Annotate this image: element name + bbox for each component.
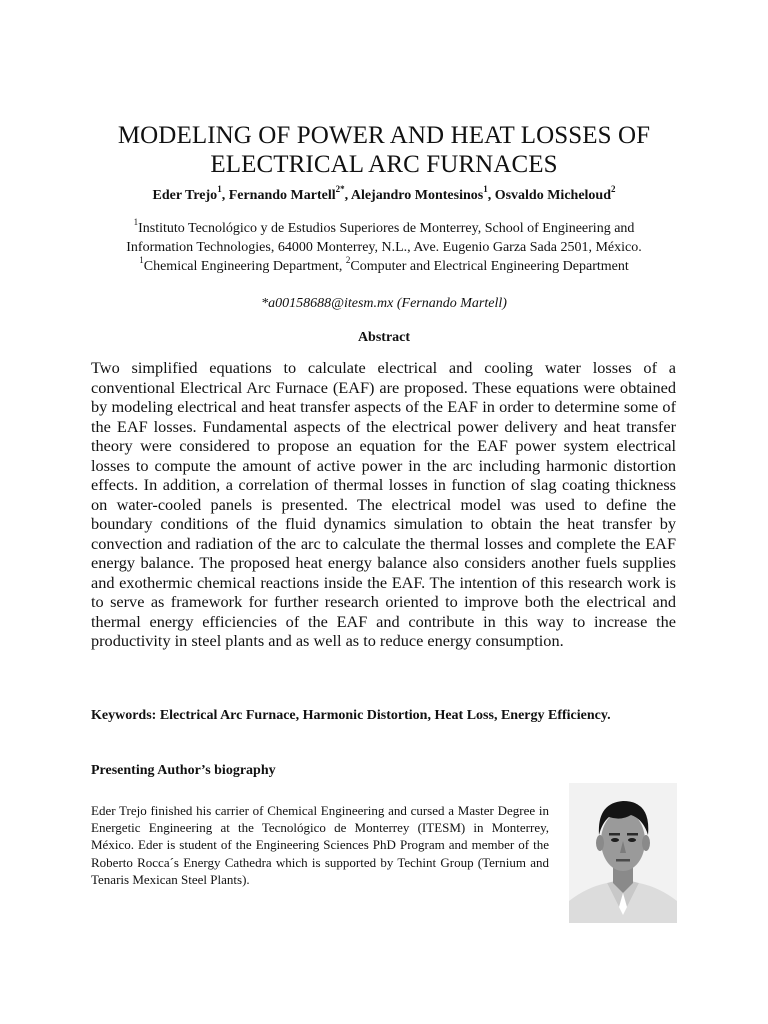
abstract-heading: Abstract <box>357 330 411 345</box>
department-2: Computer and Electrical Engineering Department <box>350 259 629 274</box>
affiliation-line-1 <box>60 219 708 238</box>
abstract-text: Two simplified equations to calculate electrical and cooling water losses of a conventional Electrical Arc Furnace (EAF) are proposed. These equations were obtained by modeling electrical and heat transfer aspects of the EAF in order to determine some of the EAF losses. Fundamental aspects of the electrical power delivery and heat transfer theory were considered to propose an equation for the EAF power system electrical losses to compute the amount of active power in the arc including harmonic distortion effects. In addition, a correlation of thermal losses in function of slag coating thickness on water-cooled panels is presented. The electrical model was used to define the boundary conditions of the fluid dynamics simulation to obtain the heat transfer by convection and radiation of the arc to calculate the thermal losses and complete the EAF energy balance. The proposed heat energy balance also considers another fuels supplies and exothermic chemical reactions inside the EAF. The intention of this research work is to serve as framework for further research oriented to improve both the electrical and thermal energy efficiencies of the EAF and contribute in this way to increase the productivity in steel plants and as well as to reduce energy consumption. <box>91 358 676 650</box>
affiliation-line-2: Information Technologies, 64000 Monterrey, N.L., Ave. Eugenio Garza Sada 2501, México. <box>126 240 642 255</box>
author-photo <box>569 783 677 923</box>
author-affiliation-mark: 2* <box>335 184 345 195</box>
affiliation-mark: 1 <box>139 255 144 266</box>
author-name: Osvaldo Micheloud <box>494 188 611 203</box>
paper-title <box>60 121 708 179</box>
author-separator: , <box>487 188 495 203</box>
author-affiliation-mark: 1 <box>217 184 222 195</box>
affiliation-block <box>60 219 708 276</box>
author-separator: , <box>221 188 229 203</box>
biography-heading: Presenting Author’s biography <box>91 763 276 778</box>
biography-text: Eder Trejo finished his carrier of Chemical Engineering and cursed a Master Degree in Energetic Engineering at the Tecnológico de Monterrey (ITESM) in Monterrey, México. Eder is student of the Engineering Sciences PhD Program and member of the Roberto Rocca´s Energy Cathedra which is supported by Techint Group (Ternium and Tenaris Mexican Steel Plants). <box>91 803 549 887</box>
title-line-2: ELECTRICAL ARC FURNACES <box>210 151 558 178</box>
author-list <box>60 186 708 206</box>
author-affiliation-mark: 2 <box>611 184 616 195</box>
keywords: Keywords: Electrical Arc Furnace, Harmonic Distortion, Heat Loss, Energy Efficiency. <box>91 708 611 723</box>
affiliation-line-3 <box>60 257 708 276</box>
author-name: Fernando Martell <box>228 188 336 203</box>
affiliation-text: Instituto Tecnológico y de Estudios Superiores de Monterrey, School of Engineering and <box>138 221 635 236</box>
affiliation-mark: 2 <box>345 255 351 266</box>
affiliation-mark: 1 <box>133 217 139 228</box>
author-name: Alejandro Montesinos <box>350 188 484 203</box>
author-separator: , <box>344 188 351 203</box>
author-affiliation-mark: 1 <box>483 184 488 195</box>
corresponding-email: *a00158688@itesm.mx (Fernando Martell) <box>261 296 507 311</box>
portrait-illustration <box>569 783 677 923</box>
title-line-1: MODELING OF POWER AND HEAT LOSSES OF <box>117 122 651 149</box>
department-1: Chemical Engineering Department, <box>143 259 346 274</box>
author-name: Eder Trejo <box>152 188 218 203</box>
